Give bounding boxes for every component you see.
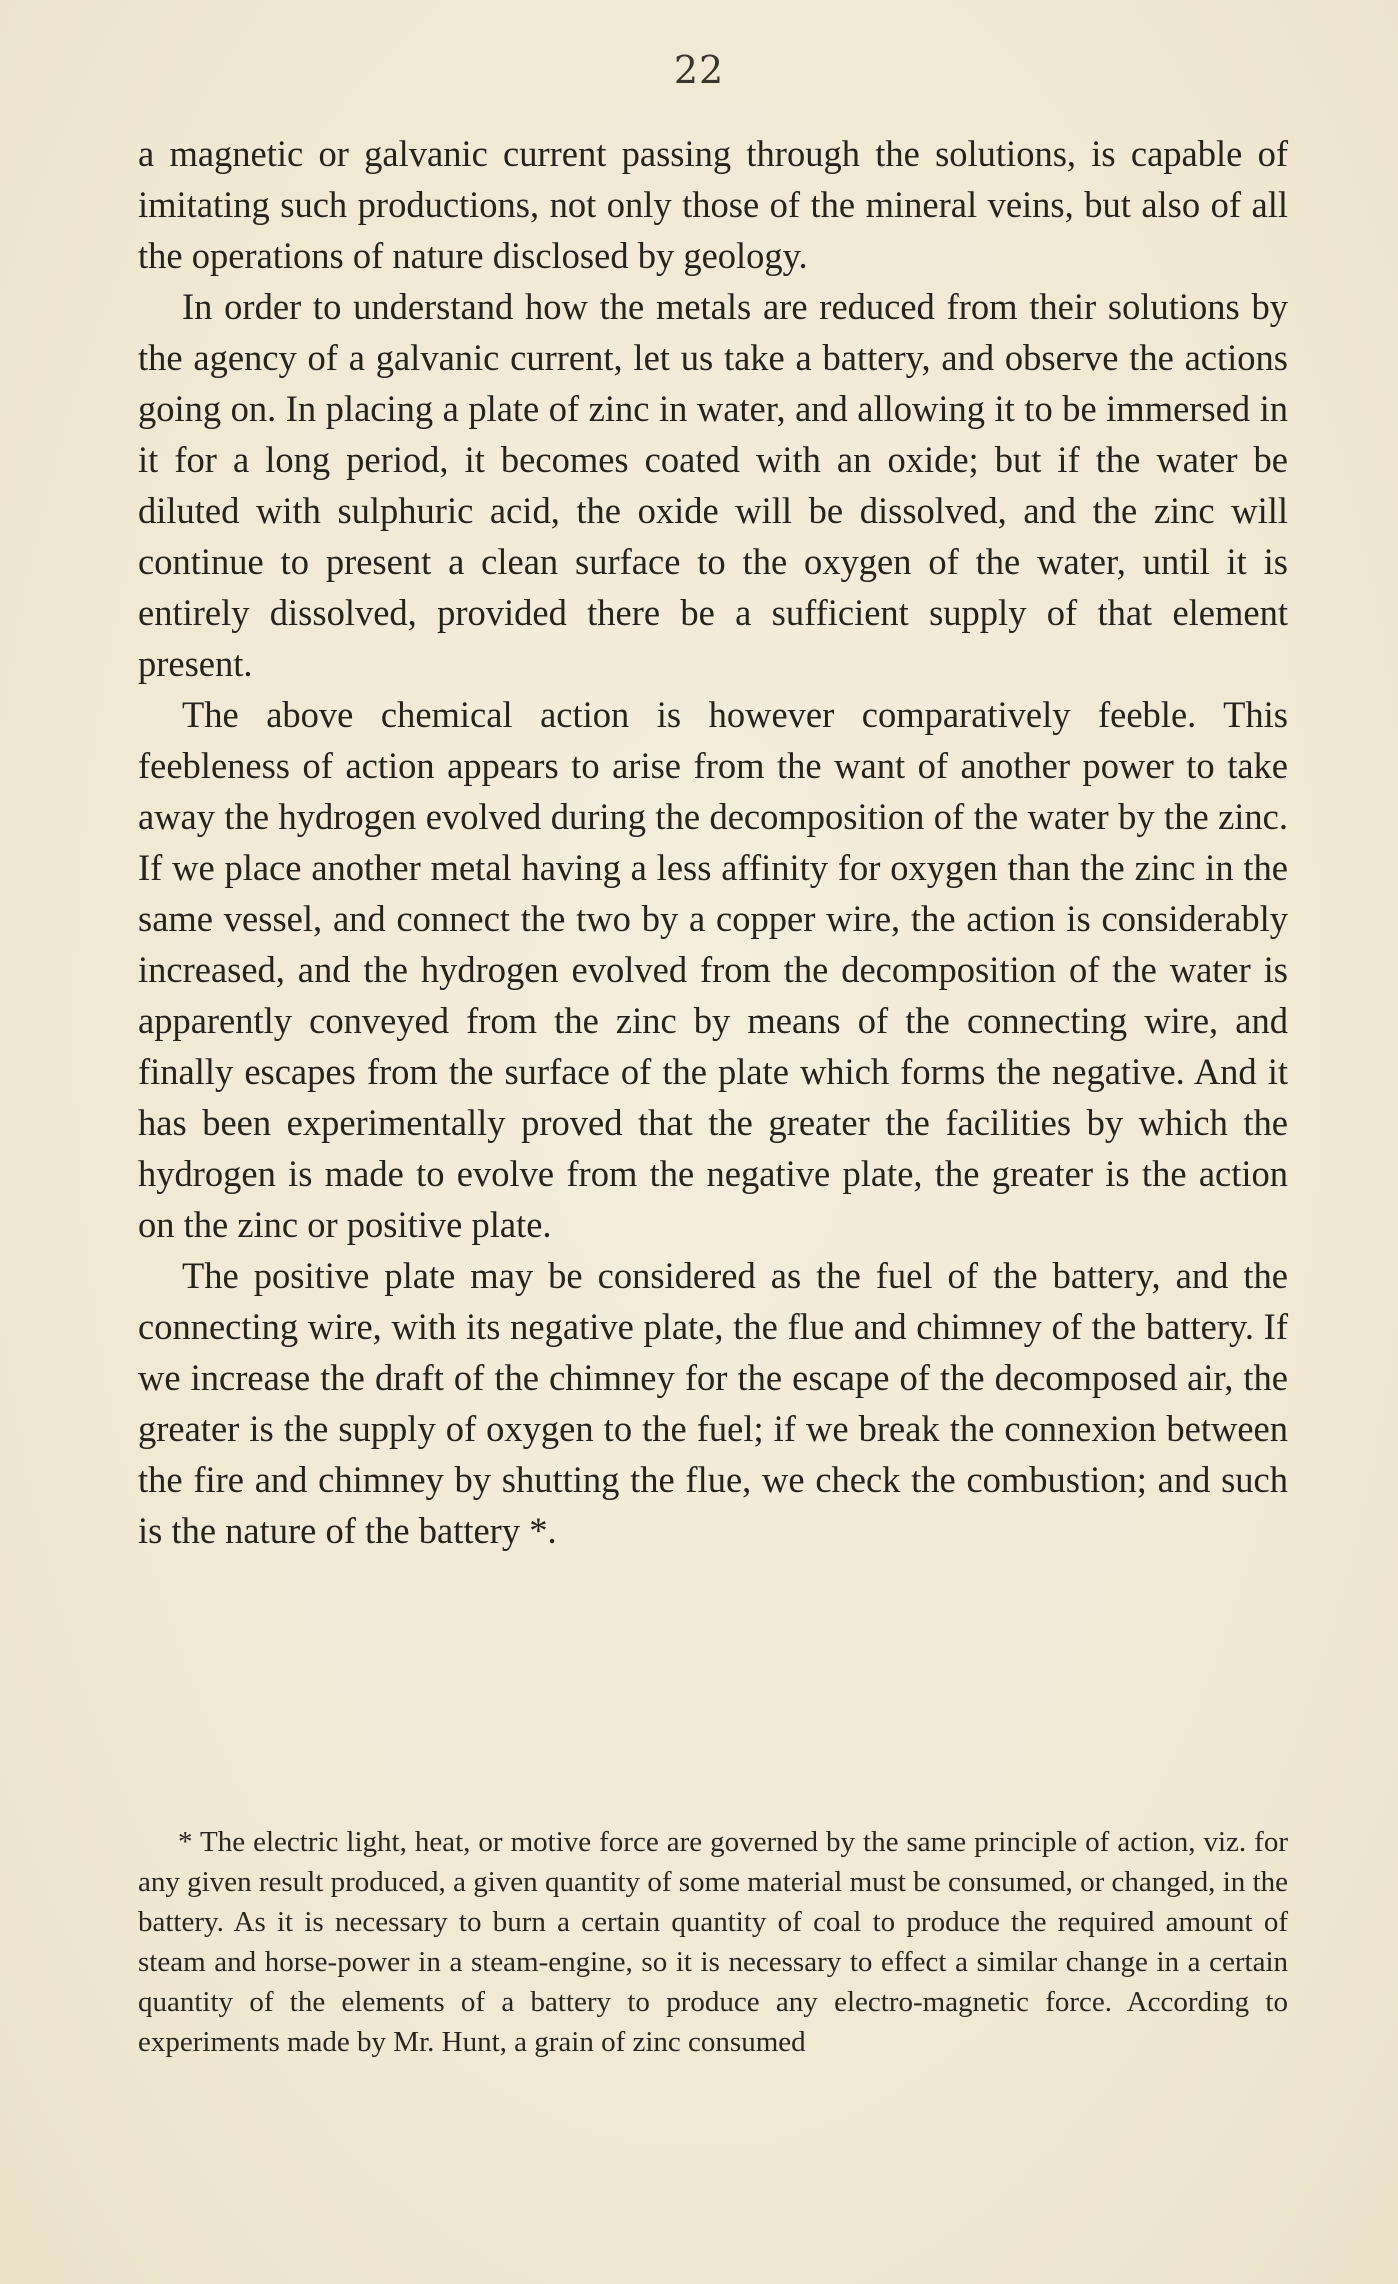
paragraph-galvanic-current: In order to understand how the metals are reduced from their solutions by the agency of a galvanic current, let us take a battery, and observe the actions going on. In placing a plate of zinc in water, and allowing it to be immersed in it for a long period, it becomes coated with an oxide; but if the water be diluted with sulphuric acid, the oxide will be dissolved, and the zinc will continue to present a clean surface to the oxygen of the water, until it is entirely dissolved, provided there be a sufficient supply of that element present. — [138, 286, 1288, 684]
paragraph-positive-plate: The positive plate may be considered as the fuel of the battery, and the connecting wire, with its negative plate, the flue and chimney of the battery. If we increase the draft of the chimney for the escape of the decomposed air, the greater is the supply of oxygen to the fuel; if we break the connexion between the fire and chimney by shutting the flue, we check the combustion; and such is the nature of the battery *. — [138, 1255, 1288, 1551]
footnote-text: * The electric light, heat, or motive force are governed by the same principle of action, viz. for any given result produced, a given quantity of some material must be consumed, or changed, in the battery. As it is necessary to burn a certain quantity of coal to produce the required amount of steam and horse-power in a steam-engine, so it is necessary to effect a similar change in a certain quantity of the elements of a battery to produce any electro-magnetic force. According to experiments made by Mr. Hunt, a grain of zinc consumed — [138, 1826, 1288, 2058]
footnote — [138, 1822, 1288, 2062]
paragraph-chemical-action: The above chemical action is however comparatively feeble. This feebleness of action appears to arise from the want of another power to take away the hydrogen evolved during the decomposition of the water by the zinc. If we place another metal having a less affinity for oxygen than the zinc in the same vessel, and connect the two by a copper wire, the action is considerably increased, and the hydrogen evolved from the decomposition of the water is apparently conveyed from the zinc by means of the connecting wire, and finally escapes from the surface of the plate which forms the negative. And it has been experimentally proved that the greater the facilities by which the hydrogen is made to evolve from the negative plate, the greater is the action on the zinc or positive plate. — [138, 694, 1288, 1245]
page-number: 22 — [673, 48, 725, 92]
paragraph-continuation: a magnetic or galvanic current passing through the solutions, is capable of imitating such productions, not only those of the mineral veins, but also of all the operations of nature disclosed by geology. — [138, 133, 1288, 276]
body-text — [138, 128, 1288, 1556]
